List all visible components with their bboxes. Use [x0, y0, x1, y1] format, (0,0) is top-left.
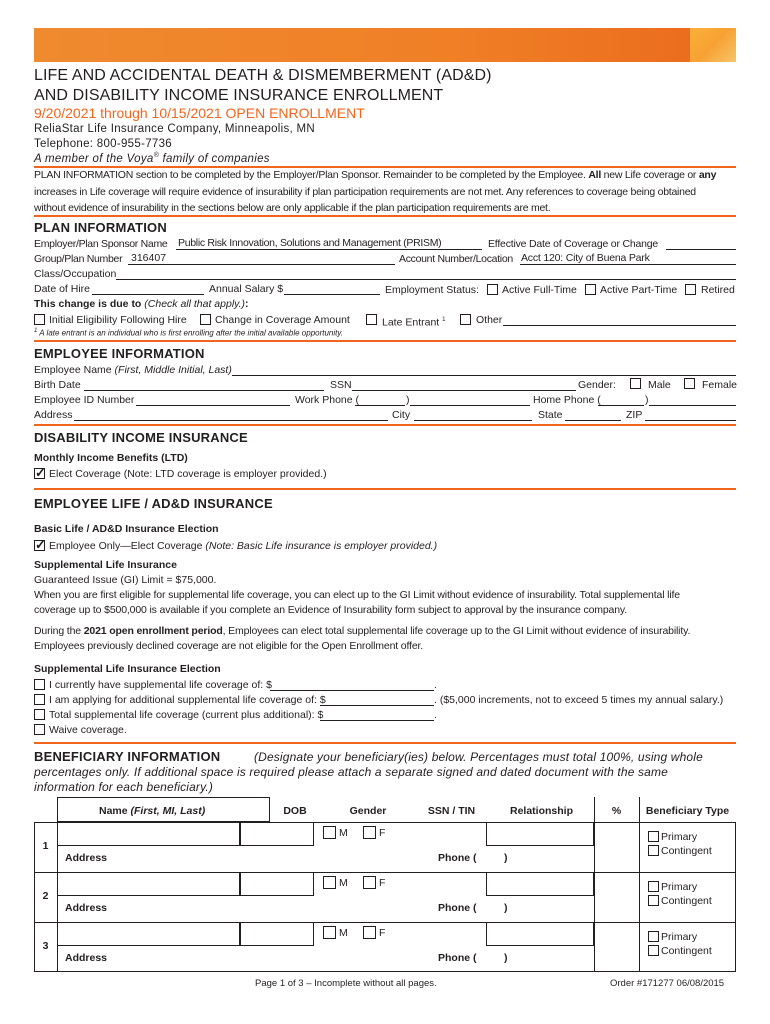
gi-limit: Guaranteed Issue (GI) Limit = $75,000. [34, 574, 217, 586]
class-occupation-field[interactable] [116, 279, 736, 280]
gender-f-label: F [379, 927, 386, 939]
contingent-label: Contingent [661, 845, 712, 857]
beneficiary-name-field[interactable] [57, 922, 240, 946]
supp-current-label: I currently have supplemental life coverage of: $ [49, 679, 272, 691]
home-phone-field[interactable] [649, 405, 736, 406]
col-dob-label: DOB [283, 805, 307, 817]
home-phone-label: Home Phone ( [533, 394, 601, 406]
gender-m-label: M [339, 877, 348, 889]
open-enrollment-line1: During the 2021 open enrollment period, Employees can elect total supplemental life coverage up to the GI Limit without evidence of insurability. [34, 625, 691, 637]
supp-waive-label: Waive coverage. [49, 724, 127, 736]
initial-eligibility-label: Initial Eligibility Following Hire [49, 314, 187, 326]
work-phone-field[interactable] [410, 405, 530, 406]
employment-status-label: Employment Status: [385, 284, 479, 296]
beneficiary-address-label: Address [65, 852, 108, 864]
page-footer: Page 1 of 3 – Incomplete without all pages. [255, 978, 437, 989]
status-retired-label: Retired [701, 284, 735, 296]
supp-life-heading: Supplemental Life Insurance [34, 559, 177, 571]
effective-date-label: Effective Date of Coverage or Change [488, 238, 659, 250]
employee-name-field[interactable] [232, 375, 736, 376]
beneficiary-relationship-field[interactable] [486, 922, 594, 946]
disability-heading: DISABILITY INCOME INSURANCE [34, 430, 248, 445]
supp-current-checkbox[interactable] [34, 679, 45, 690]
sponsor-value: Public Risk Innovation, Solutions and Management (PRISM) [178, 237, 442, 249]
beneficiary-phone-close: ) [504, 952, 508, 964]
group-number-field[interactable] [128, 264, 395, 265]
beneficiary-gender-f-checkbox[interactable] [363, 926, 376, 939]
other-reason-label: Other [476, 314, 503, 326]
address-field[interactable] [74, 420, 388, 421]
gender-f-label: F [379, 877, 386, 889]
beneficiary-phone-label: Phone ( [438, 902, 477, 914]
row-number: 3 [42, 940, 49, 952]
employee-id-label: Employee ID Number [34, 394, 135, 406]
supp-info-line1: When you are first eligible for supplemental life coverage, you can elect up to the GI Limit without evidence of insurability. Total supplemental life [34, 589, 680, 601]
beneficiary-instructions-line2: percentages only. If additional space is required please attach a separate signed and dated document with the same [34, 765, 668, 779]
beneficiary-dob-field[interactable] [240, 872, 314, 896]
supp-additional-note: . ($5,000 increments, not to exceed 5 times my annual salary.) [434, 694, 724, 706]
beneficiary-address-label: Address [65, 902, 108, 914]
gender-female-checkbox[interactable] [684, 378, 695, 389]
date-of-hire-label: Date of Hire [34, 283, 91, 295]
ltd-elect-label: Elect Coverage (Note: LTD coverage is employer provided.) [49, 468, 327, 480]
supp-waive-checkbox[interactable] [34, 724, 45, 735]
contingent-label: Contingent [661, 945, 712, 957]
primary-label: Primary [661, 831, 698, 843]
supp-total-amount-field[interactable] [320, 720, 434, 721]
col-relationship-label: Relationship [509, 805, 573, 817]
gender-male-label: Male [648, 379, 671, 391]
sponsor-field[interactable] [176, 249, 482, 250]
beneficiary-relationship-field[interactable] [486, 822, 594, 846]
supp-additional-label: I am applying for additional supplemental life coverage of: $ [49, 694, 326, 706]
beneficiary-gender-m-checkbox[interactable] [323, 926, 336, 939]
supp-total-period: . [434, 709, 437, 721]
beneficiary-primary-checkbox[interactable] [648, 881, 659, 892]
status-full-time-label: Active Full-Time [502, 284, 577, 296]
beneficiary-instructions-line1: (Designate your beneficiary(ies) below. Percentages must total 100%, using whole [254, 750, 703, 764]
beneficiary-name-field[interactable] [57, 872, 240, 896]
beneficiary-phone-close: ) [504, 902, 508, 914]
supp-total-label: Total supplemental life coverage (current plus additional): $ [49, 709, 324, 721]
change-reason-label: This change is due to (Check all that apply.): [34, 298, 249, 310]
beneficiary-heading: BENEFICIARY INFORMATION [34, 749, 221, 764]
form-title-line2: AND DISABILITY INCOME INSURANCE ENROLLMENT [34, 87, 444, 104]
work-phone-area-field[interactable] [355, 405, 405, 406]
divider [34, 742, 736, 744]
account-number-field[interactable] [520, 264, 736, 265]
beneficiary-contingent-checkbox[interactable] [648, 845, 659, 856]
beneficiary-gender-m-checkbox[interactable] [323, 876, 336, 889]
birth-date-field[interactable] [84, 390, 324, 391]
state-field[interactable] [565, 420, 621, 421]
work-phone-label: Work Phone ( [295, 394, 359, 406]
ltd-subheading: Monthly Income Benefits (LTD) [34, 452, 188, 464]
annual-salary-label: Annual Salary $ [209, 283, 284, 295]
beneficiary-instructions-line3: information for each beneficiary.) [34, 780, 213, 794]
ssn-label: SSN [330, 379, 352, 391]
col-ssn-label: SSN / TIN [427, 805, 476, 817]
employee-id-field[interactable] [136, 405, 290, 406]
city-label: City [392, 409, 411, 421]
gender-m-label: M [339, 927, 348, 939]
col-name-label: Name (First, MI, Last) [99, 805, 206, 817]
beneficiary-address-label: Address [65, 952, 108, 964]
ssn-field[interactable] [352, 390, 576, 391]
gender-female-label: Female [702, 379, 738, 391]
status-full-time-checkbox[interactable] [487, 284, 498, 295]
col-gender-label: Gender [349, 805, 387, 817]
zip-field[interactable] [645, 420, 736, 421]
work-phone-close: ) [406, 394, 410, 406]
open-enrollment-line2: Employees previously declined coverage are not eligible for the Open Enrollment offer. [34, 640, 424, 652]
divider [34, 166, 736, 168]
basic-life-heading: Basic Life / AD&D Insurance Election [34, 523, 219, 535]
other-reason-field[interactable] [503, 325, 736, 326]
account-number-label: Account Number/Location [399, 253, 513, 265]
group-number-label: Group/Plan Number [34, 253, 123, 265]
basic-life-label: Employee Only—Elect Coverage (Note: Basic Life insurance is employer provided.) [49, 540, 438, 552]
company-name: ReliaStar Life Insurance Company, Minneapolis, MN [34, 123, 316, 135]
group-number-value: 316407 [131, 252, 167, 264]
beneficiary-relationship-field[interactable] [486, 872, 594, 896]
supp-additional-amount-field[interactable] [320, 705, 434, 706]
gender-m-label: M [339, 827, 348, 839]
plan-info-heading: PLAN INFORMATION [34, 220, 167, 235]
enrollment-period: 9/20/2021 through 10/15/2021 OPEN ENROLLMENT [34, 105, 365, 121]
address-label: Address [34, 409, 73, 421]
beneficiary-dob-field[interactable] [240, 922, 314, 946]
zip-label: ZIP [626, 409, 643, 421]
beneficiary-phone-close: ) [504, 852, 508, 864]
late-entrant-checkbox[interactable] [366, 314, 377, 325]
supp-total-checkbox[interactable] [34, 709, 45, 720]
divider [34, 424, 736, 426]
employee-name-label: Employee Name (First, Middle Initial, Last) [34, 364, 232, 376]
member-statement: A member of the Voya® family of companies [34, 152, 270, 165]
employee-info-heading: EMPLOYEE INFORMATION [34, 346, 205, 361]
change-in-coverage-checkbox[interactable] [200, 314, 211, 325]
col-type-label: Beneficiary Type [645, 805, 730, 817]
beneficiary-name-field[interactable] [57, 822, 240, 846]
supp-current-amount-field[interactable] [270, 690, 434, 691]
row-number: 2 [42, 890, 49, 902]
beneficiary-phone-label: Phone ( [438, 952, 477, 964]
form-title-line1: LIFE AND ACCIDENTAL DEATH & DISMEMBERMENT (AD&D) [34, 67, 492, 84]
beneficiary-primary-checkbox[interactable] [648, 931, 659, 942]
date-of-hire-field[interactable] [92, 294, 204, 295]
beneficiary-gender-f-checkbox[interactable] [363, 826, 376, 839]
city-field[interactable] [414, 420, 532, 421]
supp-current-period: . [434, 679, 437, 691]
beneficiary-phone-label: Phone ( [438, 852, 477, 864]
beneficiary-row-1 [34, 822, 736, 872]
account-number-value: Acct 120: City of Buena Park [521, 252, 650, 264]
beneficiary-row-3 [34, 922, 736, 972]
beneficiary-primary-checkbox[interactable] [648, 831, 659, 842]
initial-eligibility-checkbox[interactable] [34, 314, 45, 325]
telephone: Telephone: 800-955-7736 [34, 138, 172, 150]
late-entrant-footnote: $^1$ A late entrant is an individual who is first enrolling after the initial available opportunity. [34, 328, 344, 338]
supp-election-heading: Supplemental Life Insurance Election [34, 663, 221, 675]
class-occupation-label: Class/Occupation [34, 268, 117, 280]
supp-info-line2: coverage up to $500,000 is available if you complete an Evidence of Insurability form subject to approval by the insurance company. [34, 604, 628, 616]
contingent-label: Contingent [661, 895, 712, 907]
voya-corner-logo [690, 28, 736, 62]
divider [34, 215, 736, 217]
row-number: 1 [42, 840, 49, 852]
late-entrant-label: Late Entrant $^1$ [382, 316, 446, 329]
order-number: Order #171277 06/08/2015 [610, 978, 725, 989]
effective-date-field[interactable] [666, 249, 736, 250]
primary-label: Primary [661, 881, 698, 893]
divider [34, 488, 736, 490]
beneficiary-contingent-checkbox[interactable] [648, 945, 659, 956]
beneficiary-dob-field[interactable] [240, 822, 314, 846]
gender-label: Gender: [578, 379, 616, 391]
birth-date-label: Birth Date [34, 379, 81, 391]
home-phone-close: ) [645, 394, 649, 406]
state-label: State [538, 409, 563, 421]
beneficiary-gender-m-checkbox[interactable] [323, 826, 336, 839]
intro-text: PLAN INFORMATION section to be completed by the Employer/Plan Sponsor. Remainder to be completed by the Employee. All new Life coverage or any increases in Life coverage will require evidence of insurability if plan participation requirements are not met. Any references to coverage being obtained without evidence of insurability in the sections below are only applicable if the plan participation requirements are met. [34, 169, 717, 214]
status-part-time-label: Active Part-Time [600, 284, 678, 296]
gender-male-checkbox[interactable] [630, 378, 641, 389]
col-percent-label: % [611, 805, 622, 817]
annual-salary-field[interactable] [284, 294, 380, 295]
status-part-time-checkbox[interactable] [585, 284, 596, 295]
primary-label: Primary [661, 931, 698, 943]
supp-additional-checkbox[interactable] [34, 694, 45, 705]
beneficiary-row-2 [34, 872, 736, 922]
life-heading: EMPLOYEE LIFE / AD&D INSURANCE [34, 496, 273, 511]
other-reason-checkbox[interactable] [460, 314, 471, 325]
status-retired-checkbox[interactable] [685, 284, 696, 295]
basic-life-checkbox[interactable] [34, 540, 45, 551]
change-in-coverage-label: Change in Coverage Amount [215, 314, 350, 326]
beneficiary-contingent-checkbox[interactable] [648, 895, 659, 906]
sponsor-label: Employer/Plan Sponsor Name [34, 238, 168, 250]
beneficiary-gender-f-checkbox[interactable] [363, 876, 376, 889]
divider [34, 340, 736, 342]
gender-f-label: F [379, 827, 386, 839]
header-banner [34, 28, 736, 62]
home-phone-area-field[interactable] [598, 405, 644, 406]
ltd-elect-checkbox[interactable] [34, 468, 45, 479]
